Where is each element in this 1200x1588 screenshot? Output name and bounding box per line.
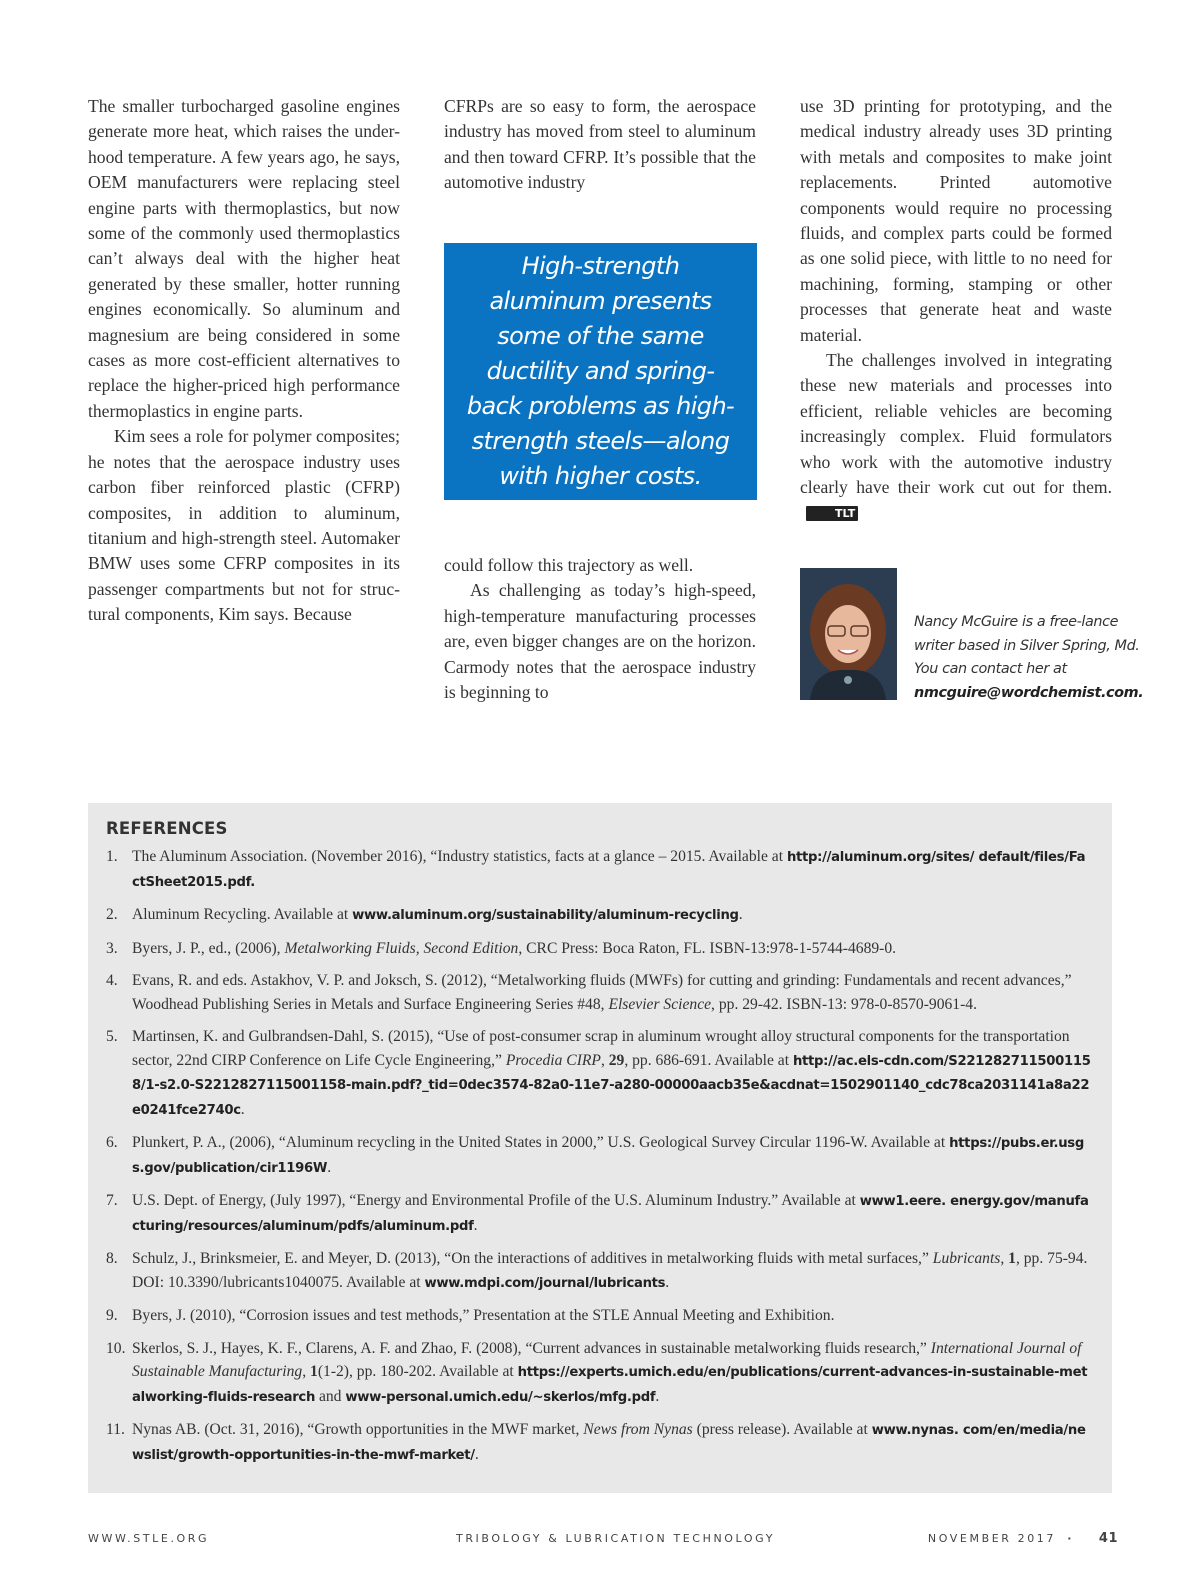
reference-italic-text: News from Nynas xyxy=(583,1421,693,1438)
reference-italic-text: Elsevier Science xyxy=(608,995,712,1013)
reference-link[interactable]: http://aluminum.org/sites/ default/files/FactSheet2015.pdf. xyxy=(132,850,1086,890)
reference-text: . xyxy=(665,1273,670,1291)
reference-text: , xyxy=(302,1363,311,1380)
author-email-link[interactable]: nmcguire@wordchemist.com. xyxy=(914,684,1144,701)
author-bio xyxy=(914,611,1174,705)
reference-text: . xyxy=(473,1216,478,1234)
reference-text: Martinsen, K. and Gulbrandsen-Dahl, S. (2015), “Use of post-consumer scrap in aluminum wrought alloy structural components for the transportation sector, 22nd CIRP Conference on Life Cycle Engineering,” xyxy=(132,1028,1070,1069)
footer-magazine-title: TRIBOLOGY & LUBRICATION TECHNOLOGY xyxy=(456,1532,776,1545)
reference-text: . xyxy=(474,1445,479,1463)
article-column-3 xyxy=(800,94,1112,526)
article-column-2 xyxy=(444,94,756,196)
reference-number: 3. xyxy=(106,939,118,957)
pull-quote-text: High-strength aluminum presents some of the same ductility and spring-back problems as high-strength steels—along with higher costs. xyxy=(466,252,735,490)
footer-issue-date: NOVEMBER 2017 xyxy=(927,1532,1056,1545)
reference-text: , CRC Press: Boca Raton, FL. ISBN-13:978-1-5744-4689-0. xyxy=(518,939,897,957)
article-paragraph: use 3D printing for prototyping, and the medical industry already uses 3D printing with metals and composites to make joint replacements. Printed automotive components would require no processing fluids, and complex parts could be formed as one solid piece, with little to no need for machining, forming, stamping or other processes that generate heat and waste material. xyxy=(800,96,1112,345)
reference-text: Byers, J. (2010), “Corrosion issues and test methods,” Presentation at the STLE Annual Meeting and Exhibition. xyxy=(132,1307,835,1324)
article-closing-text: The challenges involved in integrating these new materials and processes into efficient, reliable vehicles are becoming increasingly complex. Fluid formulators who work with the automotive industry clearly have their work cut out for them. xyxy=(800,350,1112,498)
article-column-2-bottom xyxy=(444,553,756,705)
reference-number: 2. xyxy=(106,906,118,923)
reference-item xyxy=(106,1025,1092,1122)
author-bio-line: You can contact her at xyxy=(914,661,1067,677)
article-paragraph: As challenging as today’s high-speed, high-temperature manufacturing processes are, even bigger changes are on the horizon. Carmody notes that the aerospace industry is beginning to xyxy=(444,580,756,703)
article-paragraph: could follow this trajectory as well. xyxy=(444,555,694,575)
pull-quote xyxy=(444,243,757,500)
reference-text: . xyxy=(327,1158,332,1176)
reference-text: (1-2), pp. 180-202. Available at xyxy=(317,1363,518,1380)
reference-text: , pp. 75-94. DOI: 10.3390/lubricants1040075. Available at xyxy=(132,1250,1088,1291)
reference-text: Skerlos, S. J., Hayes, K. F., Clarens, A. F. and Zhao, F. (2008), “Current advances in sustainable metalworking fluids research,” xyxy=(132,1339,931,1357)
footer-separator: · xyxy=(1067,1532,1074,1545)
reference-number: 6. xyxy=(106,1134,118,1151)
reference-link[interactable]: https://pubs.er.usgs.gov/publication/cir1196W xyxy=(132,1136,1084,1176)
author-bio-line: Nancy McGuire is a free-lance xyxy=(914,614,1119,630)
reference-item xyxy=(106,1304,1092,1328)
reference-text: , pp. 29-42. ISBN-13: 978-0-8570-9061-4. xyxy=(711,995,977,1013)
footer-website[interactable]: WWW.STLE.ORG xyxy=(88,1532,210,1545)
reference-item xyxy=(106,1131,1092,1180)
reference-text: , xyxy=(1000,1250,1009,1267)
reference-number: 9. xyxy=(106,1307,118,1324)
reference-text: Evans, R. and eds. Astakhov, V. P. and Joksch, S. (2012), “Metalworking fluids (MWFs) for cutting and grinding: Fundamentals and recent advances,” Woodhead Publishing Series in Metals and Surface Engineering Series #48, xyxy=(132,972,1072,1013)
reference-number: 7. xyxy=(106,1192,118,1209)
reference-bold-text: 1 xyxy=(1008,1250,1016,1267)
references-list xyxy=(106,845,1092,1467)
article-paragraph: Kim sees a role for polymer composites; he notes that the aerospace industry uses carbon fiber reinforced plastic (CFRP) composites, in addition to aluminum, titanium and high-strength steel. Automaker BMW uses some CFRP composites in its passenger compartments but not for structural components, Kim says. Because xyxy=(88,426,400,625)
reference-text: (press release). Available at xyxy=(692,1421,872,1438)
reference-text: . xyxy=(240,1100,245,1118)
reference-number: 5. xyxy=(106,1028,118,1045)
references-box xyxy=(88,803,1112,1493)
reference-link[interactable]: www.aluminum.org/sustainability/aluminum-recycling xyxy=(352,908,739,923)
reference-text: Plunkert, P. A., (2006), “Aluminum recycling in the United States in 2000,” U.S. Geological Survey Circular 1196-W. Available at xyxy=(132,1134,950,1151)
reference-text: . xyxy=(655,1387,660,1405)
reference-item xyxy=(106,1337,1092,1410)
reference-text: and xyxy=(315,1387,346,1405)
reference-item xyxy=(106,903,1092,928)
article-column-1 xyxy=(88,94,400,628)
reference-number: 1. xyxy=(106,848,118,865)
reference-item xyxy=(106,1247,1092,1295)
reference-item xyxy=(106,937,1092,961)
article-paragraph: The smaller turbocharged gasoline engines generate more heat, which raises the under-hood temperature. A few years ago, he says, OEM manufacturers were replacing steel engine parts with thermoplastics, but now some of the commonly used thermoplastics can’t always deal with the higher heat generated by these smaller, hotter running engines economically. So aluminum and magnesium are being considered in some cases as more cost-efficient alternatives to replace the higher-priced high performance thermoplastics in engine parts. xyxy=(88,96,400,421)
reference-text: The Aluminum Association. (November 2016), “Industry statistics, facts at a glance – 2015. Available at xyxy=(132,848,787,865)
reference-text: . xyxy=(738,906,743,923)
reference-link[interactable]: http://ac.els-cdn.com/S2212827115001158/1-s2.0-S2212827115001158-main.pdf?_tid=0dec3574-82a0-11e7-a280-00000aacb35e&acdnat=1502901140_cdc78ca2031141a8a22e0241fce2740c xyxy=(132,1053,1091,1118)
reference-text: , xyxy=(600,1051,609,1069)
reference-link[interactable]: www.mdpi.com/journal/lubricants xyxy=(424,1275,666,1291)
reference-item xyxy=(106,845,1092,894)
reference-italic-text: International Journal of Sustainable Manufacturing xyxy=(132,1339,1082,1380)
reference-text: Byers, J. P., ed., (2006), xyxy=(132,939,285,957)
reference-link[interactable]: www1.eere. energy.gov/manufacturing/resources/aluminum/pdfs/aluminum.pdf xyxy=(132,1194,1089,1234)
page-number: 41 xyxy=(1098,1531,1118,1546)
reference-italic-text: Lubricants xyxy=(932,1250,1001,1267)
article-paragraph xyxy=(800,348,1112,526)
reference-item xyxy=(106,969,1092,1016)
author-photo xyxy=(800,568,897,700)
author-bio-line: writer based in Silver Spring, Md. xyxy=(914,637,1140,654)
article-paragraph: CFRPs are so easy to form, the aerospace industry has moved from steel to aluminum and then toward CFRP. It’s possible that the automotive industry xyxy=(444,96,756,193)
reference-link[interactable]: www-personal.umich.edu/~skerlos/mfg.pdf xyxy=(345,1389,656,1405)
reference-bold-text: 1 xyxy=(310,1363,318,1380)
reference-text: Aluminum Recycling. Available at xyxy=(132,906,353,923)
reference-text: , pp. 686-691. Available at xyxy=(624,1051,793,1069)
reference-text: Schulz, J., Brinksmeier, E. and Meyer, D. (2013), “On the interactions of additives in metalworking fluids with metal surfaces,” xyxy=(132,1250,933,1267)
tlt-end-mark-icon: TLT xyxy=(806,506,858,521)
reference-text: Nynas AB. (Oct. 31, 2016), “Growth opportunities in the MWF market, xyxy=(132,1421,584,1438)
reference-link[interactable]: https://experts.umich.edu/en/publications/current-advances-in-sustainable-metalworking-fluids-research xyxy=(132,1365,1088,1405)
reference-link[interactable]: www.nynas. com/en/media/newslist/growth-opportunities-in-the-mwf-market/ xyxy=(132,1423,1086,1463)
reference-number: 11. xyxy=(106,1421,125,1438)
reference-text: U.S. Dept. of Energy, (July 1997), “Energy and Environmental Profile of the U.S. Aluminum Industry.” Available at xyxy=(132,1192,860,1209)
page-footer xyxy=(88,1532,1118,1552)
reference-bold-text: 29 xyxy=(608,1051,625,1069)
reference-item xyxy=(106,1418,1092,1467)
references-heading: REFERENCES xyxy=(106,819,228,838)
reference-number: 10. xyxy=(106,1339,126,1357)
reference-italic-text: Metalworking Fluids, Second Edition xyxy=(284,939,519,957)
reference-item xyxy=(106,1189,1092,1238)
reference-italic-text: Procedia CIRP xyxy=(505,1051,601,1069)
reference-number: 8. xyxy=(106,1250,118,1267)
author-portrait-icon xyxy=(800,568,897,700)
reference-number: 4. xyxy=(106,972,118,989)
